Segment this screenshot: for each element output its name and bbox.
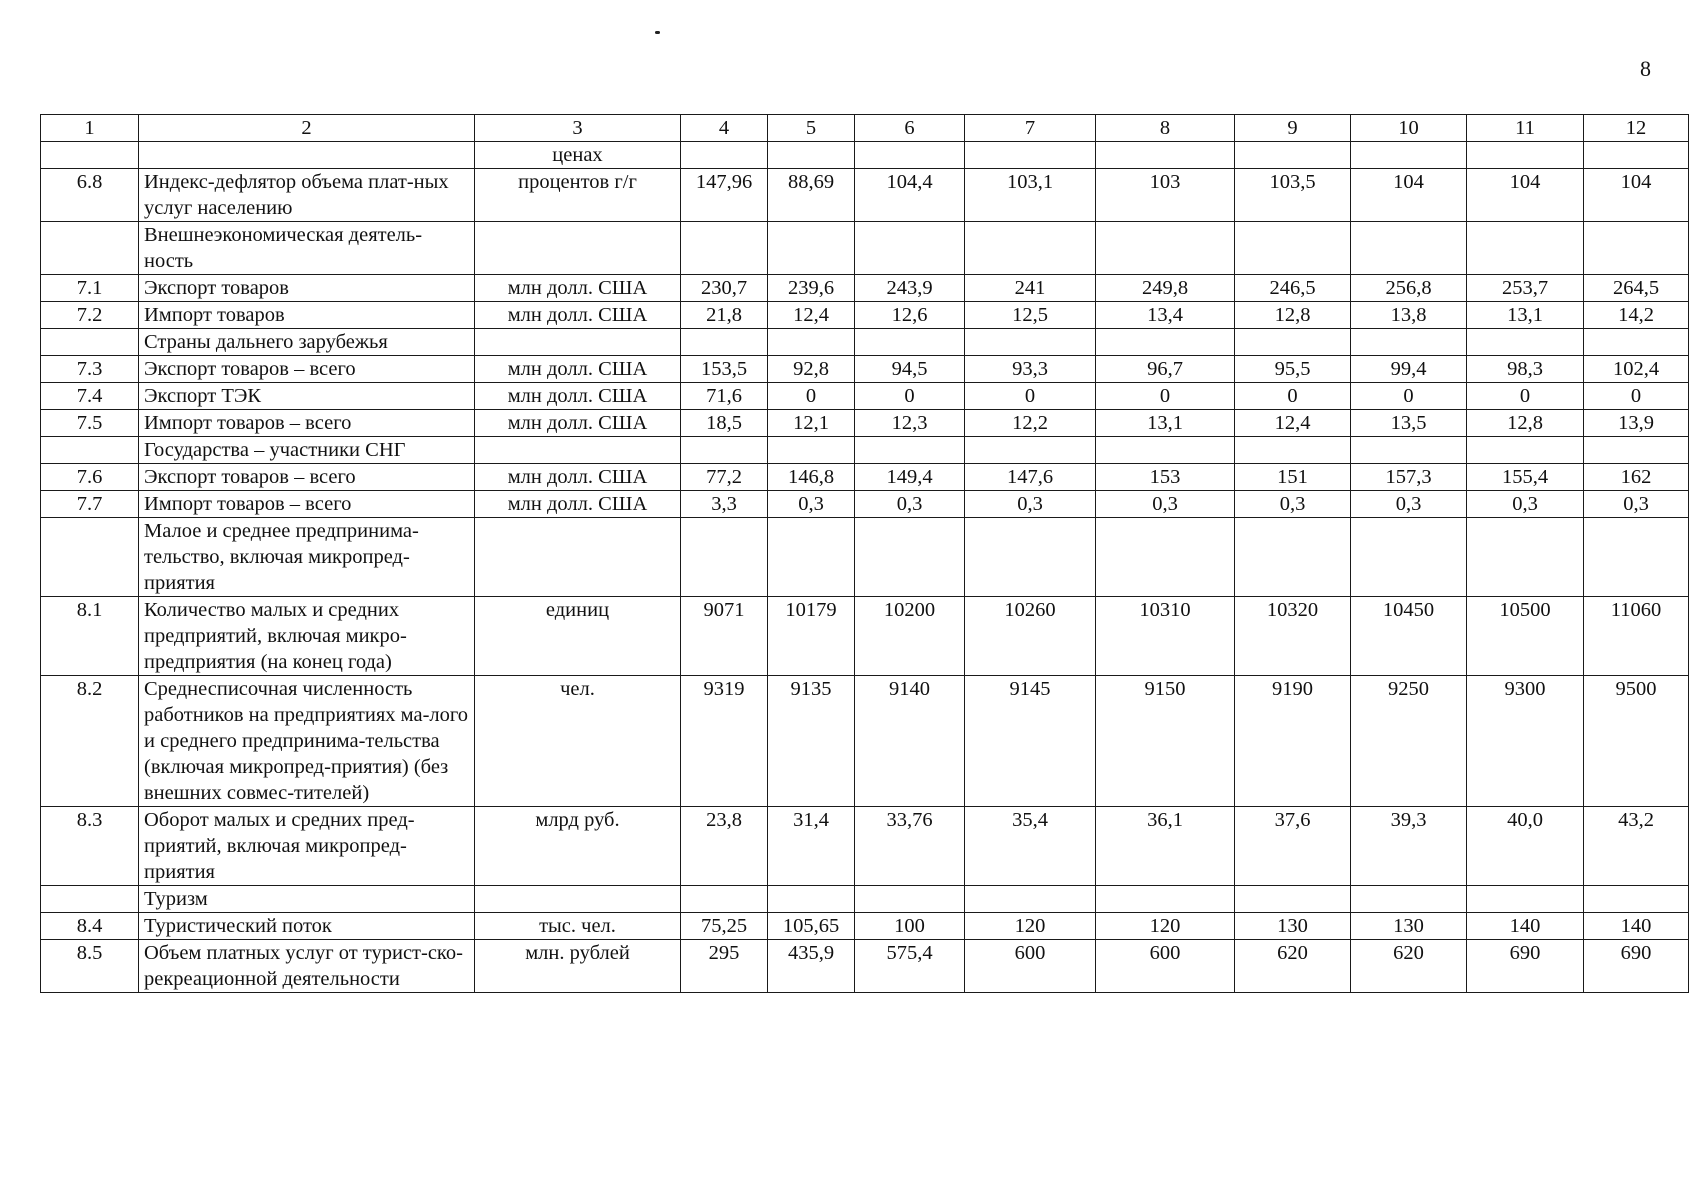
table-row xyxy=(41,807,1689,886)
indicator-name-cell xyxy=(139,142,475,169)
value-cell xyxy=(681,518,768,597)
value-cell: 600 xyxy=(1096,940,1235,993)
indicator-name-cell: Среднесписочная численность работников на предприятиях ма-лого и среднего предпринима-тельства (включая микропред-приятия) (без внешних совмес-тителей) xyxy=(139,676,475,807)
value-cell: 12,4 xyxy=(1235,410,1351,437)
value-cell: 10179 xyxy=(768,597,855,676)
value-cell: 230,7 xyxy=(681,275,768,302)
table-row xyxy=(41,676,1689,807)
value-cell: 140 xyxy=(1467,913,1584,940)
indicator-name-cell: Туризм xyxy=(139,886,475,913)
value-cell xyxy=(1584,518,1689,597)
value-cell: 9145 xyxy=(965,676,1096,807)
unit-cell: млн долл. США xyxy=(475,410,681,437)
unit-cell: единиц xyxy=(475,597,681,676)
indicator-name-cell: Страны дальнего зарубежья xyxy=(139,329,475,356)
value-cell: 103,5 xyxy=(1235,169,1351,222)
value-cell: 0 xyxy=(1235,383,1351,410)
row-number-cell xyxy=(41,329,139,356)
value-cell xyxy=(1096,886,1235,913)
indicator-name-cell: Оборот малых и средних пред-приятий, включая микропред-приятия xyxy=(139,807,475,886)
value-cell: 239,6 xyxy=(768,275,855,302)
value-cell: 253,7 xyxy=(1467,275,1584,302)
indicator-name-cell: Туристический поток xyxy=(139,913,475,940)
unit-cell xyxy=(475,518,681,597)
value-cell: 0,3 xyxy=(1351,491,1467,518)
value-cell: 104 xyxy=(1467,169,1584,222)
value-cell: 13,4 xyxy=(1096,302,1235,329)
header-cell: 4 xyxy=(681,115,768,142)
unit-cell: тыс. чел. xyxy=(475,913,681,940)
value-cell xyxy=(1096,518,1235,597)
value-cell: 13,1 xyxy=(1467,302,1584,329)
value-cell xyxy=(855,329,965,356)
value-cell xyxy=(681,437,768,464)
value-cell: 13,5 xyxy=(1351,410,1467,437)
value-cell: 23,8 xyxy=(681,807,768,886)
value-cell: 98,3 xyxy=(1467,356,1584,383)
value-cell xyxy=(855,437,965,464)
value-cell: 620 xyxy=(1235,940,1351,993)
value-cell: 105,65 xyxy=(768,913,855,940)
value-cell: 104 xyxy=(1351,169,1467,222)
row-number-cell: 8.5 xyxy=(41,940,139,993)
unit-cell: млн. рублей xyxy=(475,940,681,993)
table-row xyxy=(41,464,1689,491)
value-cell: 10450 xyxy=(1351,597,1467,676)
value-cell: 620 xyxy=(1351,940,1467,993)
value-cell xyxy=(855,518,965,597)
unit-cell: млрд руб. xyxy=(475,807,681,886)
indicator-name-cell: Импорт товаров – всего xyxy=(139,491,475,518)
value-cell: 149,4 xyxy=(855,464,965,491)
table-row xyxy=(41,222,1689,275)
value-cell xyxy=(768,142,855,169)
table-row xyxy=(41,437,1689,464)
value-cell: 0,3 xyxy=(965,491,1096,518)
row-number-cell: 7.4 xyxy=(41,383,139,410)
indicator-name-cell: Малое и среднее предпринима-тельство, включая микропред-приятия xyxy=(139,518,475,597)
value-cell: 93,3 xyxy=(965,356,1096,383)
value-cell xyxy=(1467,518,1584,597)
value-cell xyxy=(965,329,1096,356)
unit-cell: млн долл. США xyxy=(475,491,681,518)
value-cell: 31,4 xyxy=(768,807,855,886)
page-number: 8 xyxy=(1640,56,1651,81)
row-number-cell: 8.1 xyxy=(41,597,139,676)
value-cell xyxy=(1096,222,1235,275)
value-cell xyxy=(1235,886,1351,913)
value-cell: 153 xyxy=(1096,464,1235,491)
unit-cell: млн долл. США xyxy=(475,302,681,329)
value-cell: 9319 xyxy=(681,676,768,807)
value-cell xyxy=(681,886,768,913)
value-cell xyxy=(855,142,965,169)
value-cell: 0 xyxy=(965,383,1096,410)
value-cell: 575,4 xyxy=(855,940,965,993)
value-cell: 12,4 xyxy=(768,302,855,329)
value-cell: 12,1 xyxy=(768,410,855,437)
unit-cell: чел. xyxy=(475,676,681,807)
table-row xyxy=(41,886,1689,913)
value-cell: 12,3 xyxy=(855,410,965,437)
indicator-name-cell: Внешнеэкономическая деятель-ность xyxy=(139,222,475,275)
value-cell xyxy=(1351,437,1467,464)
value-cell xyxy=(768,222,855,275)
value-cell: 92,8 xyxy=(768,356,855,383)
value-cell: 0,3 xyxy=(768,491,855,518)
value-cell xyxy=(1351,886,1467,913)
value-cell: 10310 xyxy=(1096,597,1235,676)
row-number-cell xyxy=(41,518,139,597)
table-row xyxy=(41,597,1689,676)
value-cell: 36,1 xyxy=(1096,807,1235,886)
value-cell: 0,3 xyxy=(1584,491,1689,518)
value-cell: 249,8 xyxy=(1096,275,1235,302)
header-cell: 8 xyxy=(1096,115,1235,142)
value-cell: 10260 xyxy=(965,597,1096,676)
value-cell xyxy=(855,886,965,913)
row-number-cell: 8.2 xyxy=(41,676,139,807)
value-cell: 9190 xyxy=(1235,676,1351,807)
value-cell xyxy=(1235,222,1351,275)
table-row xyxy=(41,142,1689,169)
value-cell: 13,9 xyxy=(1584,410,1689,437)
value-cell xyxy=(1351,329,1467,356)
value-cell: 100 xyxy=(855,913,965,940)
value-cell xyxy=(681,222,768,275)
value-cell: 21,8 xyxy=(681,302,768,329)
value-cell: 99,4 xyxy=(1351,356,1467,383)
value-cell: 264,5 xyxy=(1584,275,1689,302)
table-row xyxy=(41,940,1689,993)
value-cell xyxy=(1351,222,1467,275)
value-cell xyxy=(965,142,1096,169)
indicator-name-cell: Экспорт товаров – всего xyxy=(139,356,475,383)
value-cell: 75,25 xyxy=(681,913,768,940)
value-cell: 95,5 xyxy=(1235,356,1351,383)
value-cell: 0 xyxy=(855,383,965,410)
table-row xyxy=(41,913,1689,940)
row-number-cell: 8.3 xyxy=(41,807,139,886)
indicator-name-cell: Экспорт товаров – всего xyxy=(139,464,475,491)
value-cell: 12,2 xyxy=(965,410,1096,437)
value-cell: 40,0 xyxy=(1467,807,1584,886)
value-cell: 9500 xyxy=(1584,676,1689,807)
value-cell xyxy=(768,518,855,597)
row-number-cell: 8.4 xyxy=(41,913,139,940)
value-cell xyxy=(1351,142,1467,169)
table-row xyxy=(41,383,1689,410)
value-cell: 9135 xyxy=(768,676,855,807)
value-cell: 153,5 xyxy=(681,356,768,383)
value-cell xyxy=(855,222,965,275)
value-cell xyxy=(1584,222,1689,275)
value-cell: 0,3 xyxy=(1235,491,1351,518)
value-cell xyxy=(965,886,1096,913)
row-number-cell: 7.1 xyxy=(41,275,139,302)
value-cell: 9150 xyxy=(1096,676,1235,807)
value-cell xyxy=(1235,329,1351,356)
value-cell xyxy=(1235,437,1351,464)
unit-cell: млн долл. США xyxy=(475,383,681,410)
header-cell: 7 xyxy=(965,115,1096,142)
value-cell: 600 xyxy=(965,940,1096,993)
unit-cell xyxy=(475,222,681,275)
unit-cell: ценах xyxy=(475,142,681,169)
value-cell: 241 xyxy=(965,275,1096,302)
row-number-cell xyxy=(41,222,139,275)
value-cell: 12,6 xyxy=(855,302,965,329)
value-cell: 10320 xyxy=(1235,597,1351,676)
value-cell xyxy=(1096,142,1235,169)
value-cell: 102,4 xyxy=(1584,356,1689,383)
table-body xyxy=(41,115,1689,993)
value-cell: 256,8 xyxy=(1351,275,1467,302)
value-cell: 130 xyxy=(1235,913,1351,940)
table-row xyxy=(41,329,1689,356)
value-cell xyxy=(1467,437,1584,464)
value-cell: 12,8 xyxy=(1235,302,1351,329)
value-cell: 0,3 xyxy=(1467,491,1584,518)
value-cell xyxy=(1096,437,1235,464)
value-cell: 88,69 xyxy=(768,169,855,222)
value-cell: 246,5 xyxy=(1235,275,1351,302)
table-header-row xyxy=(41,115,1689,142)
value-cell: 147,96 xyxy=(681,169,768,222)
unit-cell xyxy=(475,329,681,356)
value-cell: 295 xyxy=(681,940,768,993)
value-cell: 18,5 xyxy=(681,410,768,437)
unit-cell xyxy=(475,437,681,464)
indicator-name-cell: Импорт товаров – всего xyxy=(139,410,475,437)
value-cell xyxy=(1467,329,1584,356)
header-cell: 12 xyxy=(1584,115,1689,142)
value-cell: 0,3 xyxy=(855,491,965,518)
indicator-name-cell: Экспорт товаров xyxy=(139,275,475,302)
header-cell: 5 xyxy=(768,115,855,142)
value-cell: 130 xyxy=(1351,913,1467,940)
value-cell: 120 xyxy=(965,913,1096,940)
value-cell xyxy=(768,886,855,913)
row-number-cell: 7.3 xyxy=(41,356,139,383)
row-number-cell xyxy=(41,437,139,464)
value-cell: 120 xyxy=(1096,913,1235,940)
indicator-name-cell: Количество малых и средних предприятий, включая микро-предприятия (на конец года) xyxy=(139,597,475,676)
value-cell xyxy=(768,437,855,464)
table-row xyxy=(41,169,1689,222)
value-cell: 10500 xyxy=(1467,597,1584,676)
value-cell: 43,2 xyxy=(1584,807,1689,886)
row-number-cell xyxy=(41,142,139,169)
value-cell: 0 xyxy=(1351,383,1467,410)
table-row xyxy=(41,518,1689,597)
value-cell: 3,3 xyxy=(681,491,768,518)
value-cell: 0 xyxy=(1096,383,1235,410)
unit-cell: млн долл. США xyxy=(475,275,681,302)
indicator-name-cell: Государства – участники СНГ xyxy=(139,437,475,464)
value-cell: 13,1 xyxy=(1096,410,1235,437)
row-number-cell xyxy=(41,886,139,913)
unit-cell xyxy=(475,886,681,913)
table-row xyxy=(41,410,1689,437)
value-cell xyxy=(1467,222,1584,275)
unit-cell: млн долл. США xyxy=(475,356,681,383)
scan-speck xyxy=(655,31,660,34)
value-cell xyxy=(965,222,1096,275)
value-cell xyxy=(1096,329,1235,356)
value-cell xyxy=(1467,886,1584,913)
value-cell: 77,2 xyxy=(681,464,768,491)
indicator-name-cell: Индекс-дефлятор объема плат-ных услуг населению xyxy=(139,169,475,222)
value-cell: 9071 xyxy=(681,597,768,676)
row-number-cell: 7.5 xyxy=(41,410,139,437)
value-cell: 162 xyxy=(1584,464,1689,491)
header-cell: 1 xyxy=(41,115,139,142)
value-cell: 12,5 xyxy=(965,302,1096,329)
value-cell: 103,1 xyxy=(965,169,1096,222)
value-cell xyxy=(1584,142,1689,169)
value-cell xyxy=(1235,518,1351,597)
value-cell: 9300 xyxy=(1467,676,1584,807)
value-cell: 96,7 xyxy=(1096,356,1235,383)
value-cell xyxy=(768,329,855,356)
value-cell: 12,8 xyxy=(1467,410,1584,437)
value-cell: 155,4 xyxy=(1467,464,1584,491)
value-cell: 33,76 xyxy=(855,807,965,886)
row-number-cell: 6.8 xyxy=(41,169,139,222)
value-cell: 151 xyxy=(1235,464,1351,491)
value-cell: 9250 xyxy=(1351,676,1467,807)
header-cell: 2 xyxy=(139,115,475,142)
value-cell xyxy=(965,437,1096,464)
value-cell: 104,4 xyxy=(855,169,965,222)
value-cell: 243,9 xyxy=(855,275,965,302)
row-number-cell: 7.2 xyxy=(41,302,139,329)
indicator-name-cell: Экспорт ТЭК xyxy=(139,383,475,410)
value-cell: 690 xyxy=(1467,940,1584,993)
value-cell: 94,5 xyxy=(855,356,965,383)
value-cell: 103 xyxy=(1096,169,1235,222)
value-cell: 0 xyxy=(1584,383,1689,410)
value-cell xyxy=(1584,329,1689,356)
value-cell: 37,6 xyxy=(1235,807,1351,886)
indicator-name-cell: Объем платных услуг от турист-ско-рекреационной деятельности xyxy=(139,940,475,993)
value-cell: 0 xyxy=(768,383,855,410)
value-cell: 14,2 xyxy=(1584,302,1689,329)
value-cell: 13,8 xyxy=(1351,302,1467,329)
value-cell xyxy=(1584,886,1689,913)
indicator-name-cell: Импорт товаров xyxy=(139,302,475,329)
value-cell xyxy=(1235,142,1351,169)
value-cell: 104 xyxy=(1584,169,1689,222)
header-cell: 9 xyxy=(1235,115,1351,142)
value-cell: 140 xyxy=(1584,913,1689,940)
value-cell xyxy=(1351,518,1467,597)
value-cell xyxy=(681,329,768,356)
row-number-cell: 7.7 xyxy=(41,491,139,518)
value-cell: 39,3 xyxy=(1351,807,1467,886)
unit-cell: млн долл. США xyxy=(475,464,681,491)
value-cell: 157,3 xyxy=(1351,464,1467,491)
header-cell: 6 xyxy=(855,115,965,142)
value-cell xyxy=(1467,142,1584,169)
value-cell: 9140 xyxy=(855,676,965,807)
value-cell: 0 xyxy=(1467,383,1584,410)
table-row xyxy=(41,356,1689,383)
table-row xyxy=(41,275,1689,302)
table-row xyxy=(41,491,1689,518)
value-cell xyxy=(965,518,1096,597)
row-number-cell: 7.6 xyxy=(41,464,139,491)
header-cell: 11 xyxy=(1467,115,1584,142)
table-row xyxy=(41,302,1689,329)
value-cell xyxy=(681,142,768,169)
value-cell: 11060 xyxy=(1584,597,1689,676)
unit-cell: процентов г/г xyxy=(475,169,681,222)
header-cell: 10 xyxy=(1351,115,1467,142)
value-cell: 147,6 xyxy=(965,464,1096,491)
value-cell: 35,4 xyxy=(965,807,1096,886)
value-cell: 10200 xyxy=(855,597,965,676)
value-cell: 435,9 xyxy=(768,940,855,993)
value-cell xyxy=(1584,437,1689,464)
data-table xyxy=(40,114,1689,993)
value-cell: 0,3 xyxy=(1096,491,1235,518)
value-cell: 71,6 xyxy=(681,383,768,410)
value-cell: 690 xyxy=(1584,940,1689,993)
header-cell: 3 xyxy=(475,115,681,142)
value-cell: 146,8 xyxy=(768,464,855,491)
